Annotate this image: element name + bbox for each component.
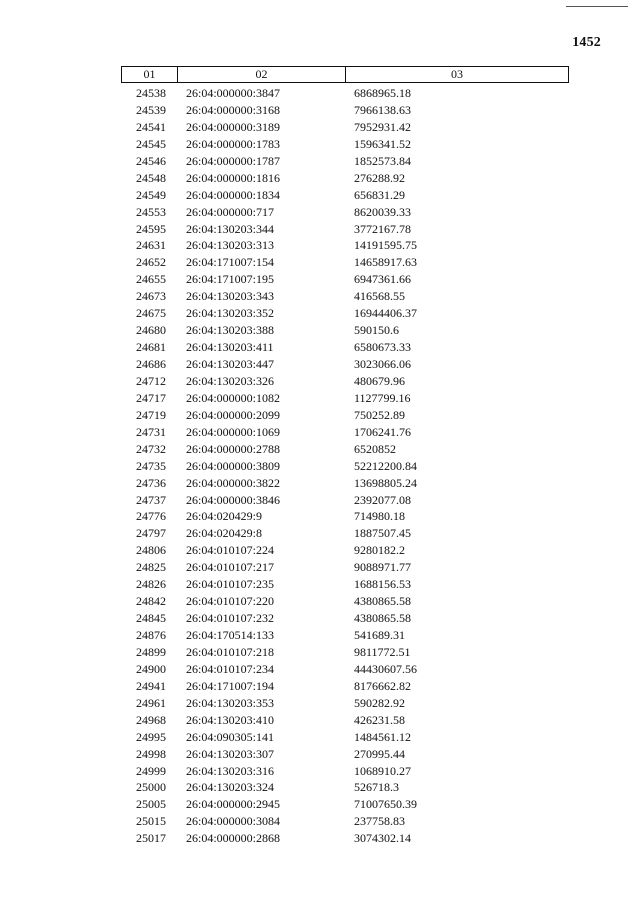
cell-value: 714980.18 xyxy=(354,509,405,524)
cell-number: 24681 xyxy=(136,340,166,355)
cell-cadastral-id: 26:04:010107:235 xyxy=(186,577,275,592)
cell-value: 1596341.52 xyxy=(354,136,411,151)
table-row xyxy=(121,271,569,288)
cell-value: 4380865.58 xyxy=(354,611,411,626)
cell-cadastral-id: 26:04:130203:352 xyxy=(186,306,275,321)
cell-value: 1688156.53 xyxy=(354,577,411,592)
table-row xyxy=(121,729,569,746)
cell-value: 3023066.06 xyxy=(354,357,411,371)
column-header-02: 02 xyxy=(178,67,346,82)
cell-number: 24541 xyxy=(136,119,166,134)
cell-value: 6520852 xyxy=(354,441,396,456)
cell-number: 24995 xyxy=(136,729,166,744)
cell-value: 14191595.75 xyxy=(354,238,417,253)
cell-cadastral-id: 26:04:130203:353 xyxy=(186,695,275,710)
cell-number: 24545 xyxy=(136,136,166,151)
table-row xyxy=(121,373,569,390)
cell-value: 237758.83 xyxy=(354,814,405,829)
table-row xyxy=(121,610,569,627)
table-row xyxy=(121,356,569,373)
cell-cadastral-id: 26:04:130203:324 xyxy=(186,780,275,795)
table-row xyxy=(121,712,569,729)
cell-value: 9088971.77 xyxy=(354,560,411,575)
table-row xyxy=(121,492,569,509)
cell-cadastral-id: 26:04:000000:1787 xyxy=(186,153,281,168)
cell-cadastral-id: 26:04:130203:313 xyxy=(186,238,275,253)
cell-value: 8176662.82 xyxy=(354,678,411,693)
table-row xyxy=(121,796,569,813)
cell-cadastral-id: 26:04:000000:1834 xyxy=(186,187,281,202)
cell-number: 24961 xyxy=(136,695,166,710)
table-row xyxy=(121,153,569,170)
cell-cadastral-id: 26:04:130203:388 xyxy=(186,323,275,338)
cell-number: 24731 xyxy=(136,424,166,439)
cell-value: 270995.44 xyxy=(354,746,405,761)
cell-value: 14658917.63 xyxy=(354,255,417,270)
cell-number: 24842 xyxy=(136,594,166,609)
cell-number: 25015 xyxy=(136,814,166,829)
cell-value: 541689.31 xyxy=(354,628,405,642)
table-row xyxy=(121,542,569,559)
cell-cadastral-id: 26:04:000000:2099 xyxy=(186,407,281,422)
cell-number: 24825 xyxy=(136,560,166,575)
table-row xyxy=(121,119,569,136)
table-row xyxy=(121,254,569,271)
cell-cadastral-id: 26:04:000000:3822 xyxy=(186,475,281,490)
cell-value: 3074302.14 xyxy=(354,831,411,846)
cell-cadastral-id: 26:04:130203:343 xyxy=(186,289,275,304)
table-row xyxy=(121,441,569,458)
cell-value: 1706241.76 xyxy=(354,424,411,439)
cell-value: 656831.29 xyxy=(354,187,405,202)
table-row xyxy=(121,305,569,322)
cell-number: 24675 xyxy=(136,306,166,321)
table-row xyxy=(121,102,569,119)
cell-cadastral-id: 26:04:010107:220 xyxy=(186,594,275,609)
cell-number: 24546 xyxy=(136,153,166,168)
cell-number: 24686 xyxy=(136,357,166,371)
cell-value: 44430607.56 xyxy=(354,661,417,676)
cell-cadastral-id: 26:04:090305:141 xyxy=(186,729,275,744)
cell-value: 590282.92 xyxy=(354,695,405,710)
table-row xyxy=(121,458,569,475)
table-row xyxy=(121,593,569,610)
cell-number: 24826 xyxy=(136,577,166,592)
page-number: 1452 xyxy=(572,35,601,50)
table-header xyxy=(121,66,569,83)
cell-number: 24595 xyxy=(136,221,166,236)
cell-value: 52212200.84 xyxy=(354,458,417,473)
cell-value: 2392077.08 xyxy=(354,492,411,507)
table-row xyxy=(121,644,569,661)
cell-number: 24539 xyxy=(136,102,166,117)
cell-cadastral-id: 26:04:000000:1069 xyxy=(186,424,281,439)
cell-cadastral-id: 26:04:130203:316 xyxy=(186,763,275,778)
cell-value: 276288.92 xyxy=(354,170,405,185)
cell-value: 1887507.45 xyxy=(354,526,411,541)
cell-number: 24999 xyxy=(136,763,166,778)
cell-number: 24717 xyxy=(136,390,166,405)
cell-value: 7966138.63 xyxy=(354,102,411,117)
cell-number: 25017 xyxy=(136,831,166,846)
cell-number: 24549 xyxy=(136,187,166,202)
cell-value: 6868965.18 xyxy=(354,86,411,100)
column-header-03: 03 xyxy=(451,67,463,81)
cell-number: 24797 xyxy=(136,526,166,541)
table-row xyxy=(121,830,569,847)
cell-value: 750252.89 xyxy=(354,407,405,422)
cell-value: 526718.3 xyxy=(354,780,399,795)
cell-value: 416568.55 xyxy=(354,289,405,304)
table-row xyxy=(121,508,569,525)
table-row xyxy=(121,322,569,339)
table-row xyxy=(121,136,569,153)
cell-value: 426231.58 xyxy=(354,712,405,727)
table-row xyxy=(121,627,569,644)
cell-cadastral-id: 26:04:000000:1783 xyxy=(186,136,281,151)
table-row xyxy=(121,559,569,576)
cell-number: 24673 xyxy=(136,289,166,304)
cell-number: 25000 xyxy=(136,780,166,795)
cell-number: 24652 xyxy=(136,255,166,270)
cell-number: 24899 xyxy=(136,644,166,659)
cell-cadastral-id: 26:04:020429:9 xyxy=(186,509,263,524)
cell-value: 1127799.16 xyxy=(354,390,411,405)
cell-number: 24548 xyxy=(136,170,166,185)
cell-cadastral-id: 26:04:000000:1082 xyxy=(186,390,281,405)
cell-value: 590150.6 xyxy=(354,323,399,338)
cell-cadastral-id: 26:04:000000:2868 xyxy=(186,831,281,846)
cell-cadastral-id: 26:04:171007:194 xyxy=(186,678,275,693)
table-row xyxy=(121,576,569,593)
table-row xyxy=(121,187,569,204)
cell-cadastral-id: 26:04:171007:195 xyxy=(186,272,275,287)
column-header-01: 01 xyxy=(122,67,178,82)
cell-number: 24719 xyxy=(136,407,166,422)
table-row xyxy=(121,170,569,187)
cell-value: 7952931.42 xyxy=(354,119,411,134)
cell-cadastral-id: 26:04:000000:3809 xyxy=(186,458,281,473)
cell-number: 24732 xyxy=(136,441,166,456)
cell-value: 8620039.33 xyxy=(354,204,411,219)
top-rule xyxy=(566,6,628,7)
cell-cadastral-id: 26:04:130203:344 xyxy=(186,221,275,236)
cell-number: 24941 xyxy=(136,678,166,693)
cell-value: 1484561.12 xyxy=(354,729,411,744)
table-row xyxy=(121,424,569,441)
table-row xyxy=(121,525,569,542)
cell-number: 24806 xyxy=(136,543,166,558)
table-row xyxy=(121,339,569,356)
cell-cadastral-id: 26:04:000000:1816 xyxy=(186,170,281,185)
table-body xyxy=(121,85,569,847)
cell-value: 1852573.84 xyxy=(354,153,411,168)
table-row xyxy=(121,407,569,424)
data-table xyxy=(121,66,569,847)
cell-cadastral-id: 26:04:000000:2788 xyxy=(186,441,281,456)
cell-value: 9811772.51 xyxy=(354,644,411,659)
cell-number: 25005 xyxy=(136,797,166,812)
table-row xyxy=(121,661,569,678)
cell-value: 71007650.39 xyxy=(354,797,417,812)
cell-number: 24735 xyxy=(136,458,166,473)
cell-cadastral-id: 26:04:170514:133 xyxy=(186,628,275,642)
cell-cadastral-id: 26:04:000000:3847 xyxy=(186,86,281,100)
cell-number: 24737 xyxy=(136,492,166,507)
cell-number: 24553 xyxy=(136,204,166,219)
table-row xyxy=(121,678,569,695)
table-row xyxy=(121,475,569,492)
cell-value: 4380865.58 xyxy=(354,594,411,609)
cell-cadastral-id: 26:04:000000:3168 xyxy=(186,102,281,117)
cell-cadastral-id: 26:04:010107:232 xyxy=(186,611,275,626)
cell-cadastral-id: 26:04:000000:3846 xyxy=(186,492,281,507)
table-row xyxy=(121,204,569,221)
cell-number: 24655 xyxy=(136,272,166,287)
cell-number: 24876 xyxy=(136,628,166,642)
cell-cadastral-id: 26:04:010107:218 xyxy=(186,644,275,659)
cell-cadastral-id: 26:04:000000:3189 xyxy=(186,119,281,134)
cell-cadastral-id: 26:04:130203:307 xyxy=(186,746,275,761)
cell-value: 13698805.24 xyxy=(354,475,417,490)
table-row xyxy=(121,763,569,780)
cell-number: 24998 xyxy=(136,746,166,761)
cell-value: 16944406.37 xyxy=(354,306,417,321)
cell-value: 6580673.33 xyxy=(354,340,411,355)
cell-number: 24900 xyxy=(136,661,166,676)
table-row xyxy=(121,779,569,796)
cell-cadastral-id: 26:04:000000:717 xyxy=(186,204,275,219)
table-row xyxy=(121,390,569,407)
table-row xyxy=(121,813,569,830)
cell-number: 24968 xyxy=(136,712,166,727)
cell-value: 1068910.27 xyxy=(354,763,411,778)
cell-cadastral-id: 26:04:130203:326 xyxy=(186,373,275,388)
cell-value: 3772167.78 xyxy=(354,221,411,236)
cell-number: 24538 xyxy=(136,86,166,100)
cell-value: 480679.96 xyxy=(354,373,405,388)
table-row xyxy=(121,288,569,305)
cell-cadastral-id: 26:04:010107:224 xyxy=(186,543,275,558)
cell-number: 24631 xyxy=(136,238,166,253)
cell-number: 24712 xyxy=(136,373,166,388)
cell-number: 24680 xyxy=(136,323,166,338)
cell-cadastral-id: 26:04:020429:8 xyxy=(186,526,263,541)
table-row xyxy=(121,695,569,712)
cell-cadastral-id: 26:04:000000:3084 xyxy=(186,814,281,829)
table-row xyxy=(121,221,569,238)
table-row xyxy=(121,237,569,254)
cell-cadastral-id: 26:04:130203:411 xyxy=(186,340,274,355)
cell-cadastral-id: 26:04:130203:447 xyxy=(186,357,275,371)
cell-cadastral-id: 26:04:010107:234 xyxy=(186,661,275,676)
cell-value: 9280182.2 xyxy=(354,543,405,558)
cell-number: 24776 xyxy=(136,509,166,524)
cell-cadastral-id: 26:04:171007:154 xyxy=(186,255,275,270)
cell-number: 24736 xyxy=(136,475,166,490)
cell-number: 24845 xyxy=(136,611,166,626)
cell-cadastral-id: 26:04:000000:2945 xyxy=(186,797,281,812)
cell-value: 6947361.66 xyxy=(354,272,411,287)
table-row xyxy=(121,85,569,102)
cell-cadastral-id: 26:04:010107:217 xyxy=(186,560,275,575)
table-row xyxy=(121,746,569,763)
cell-cadastral-id: 26:04:130203:410 xyxy=(186,712,275,727)
